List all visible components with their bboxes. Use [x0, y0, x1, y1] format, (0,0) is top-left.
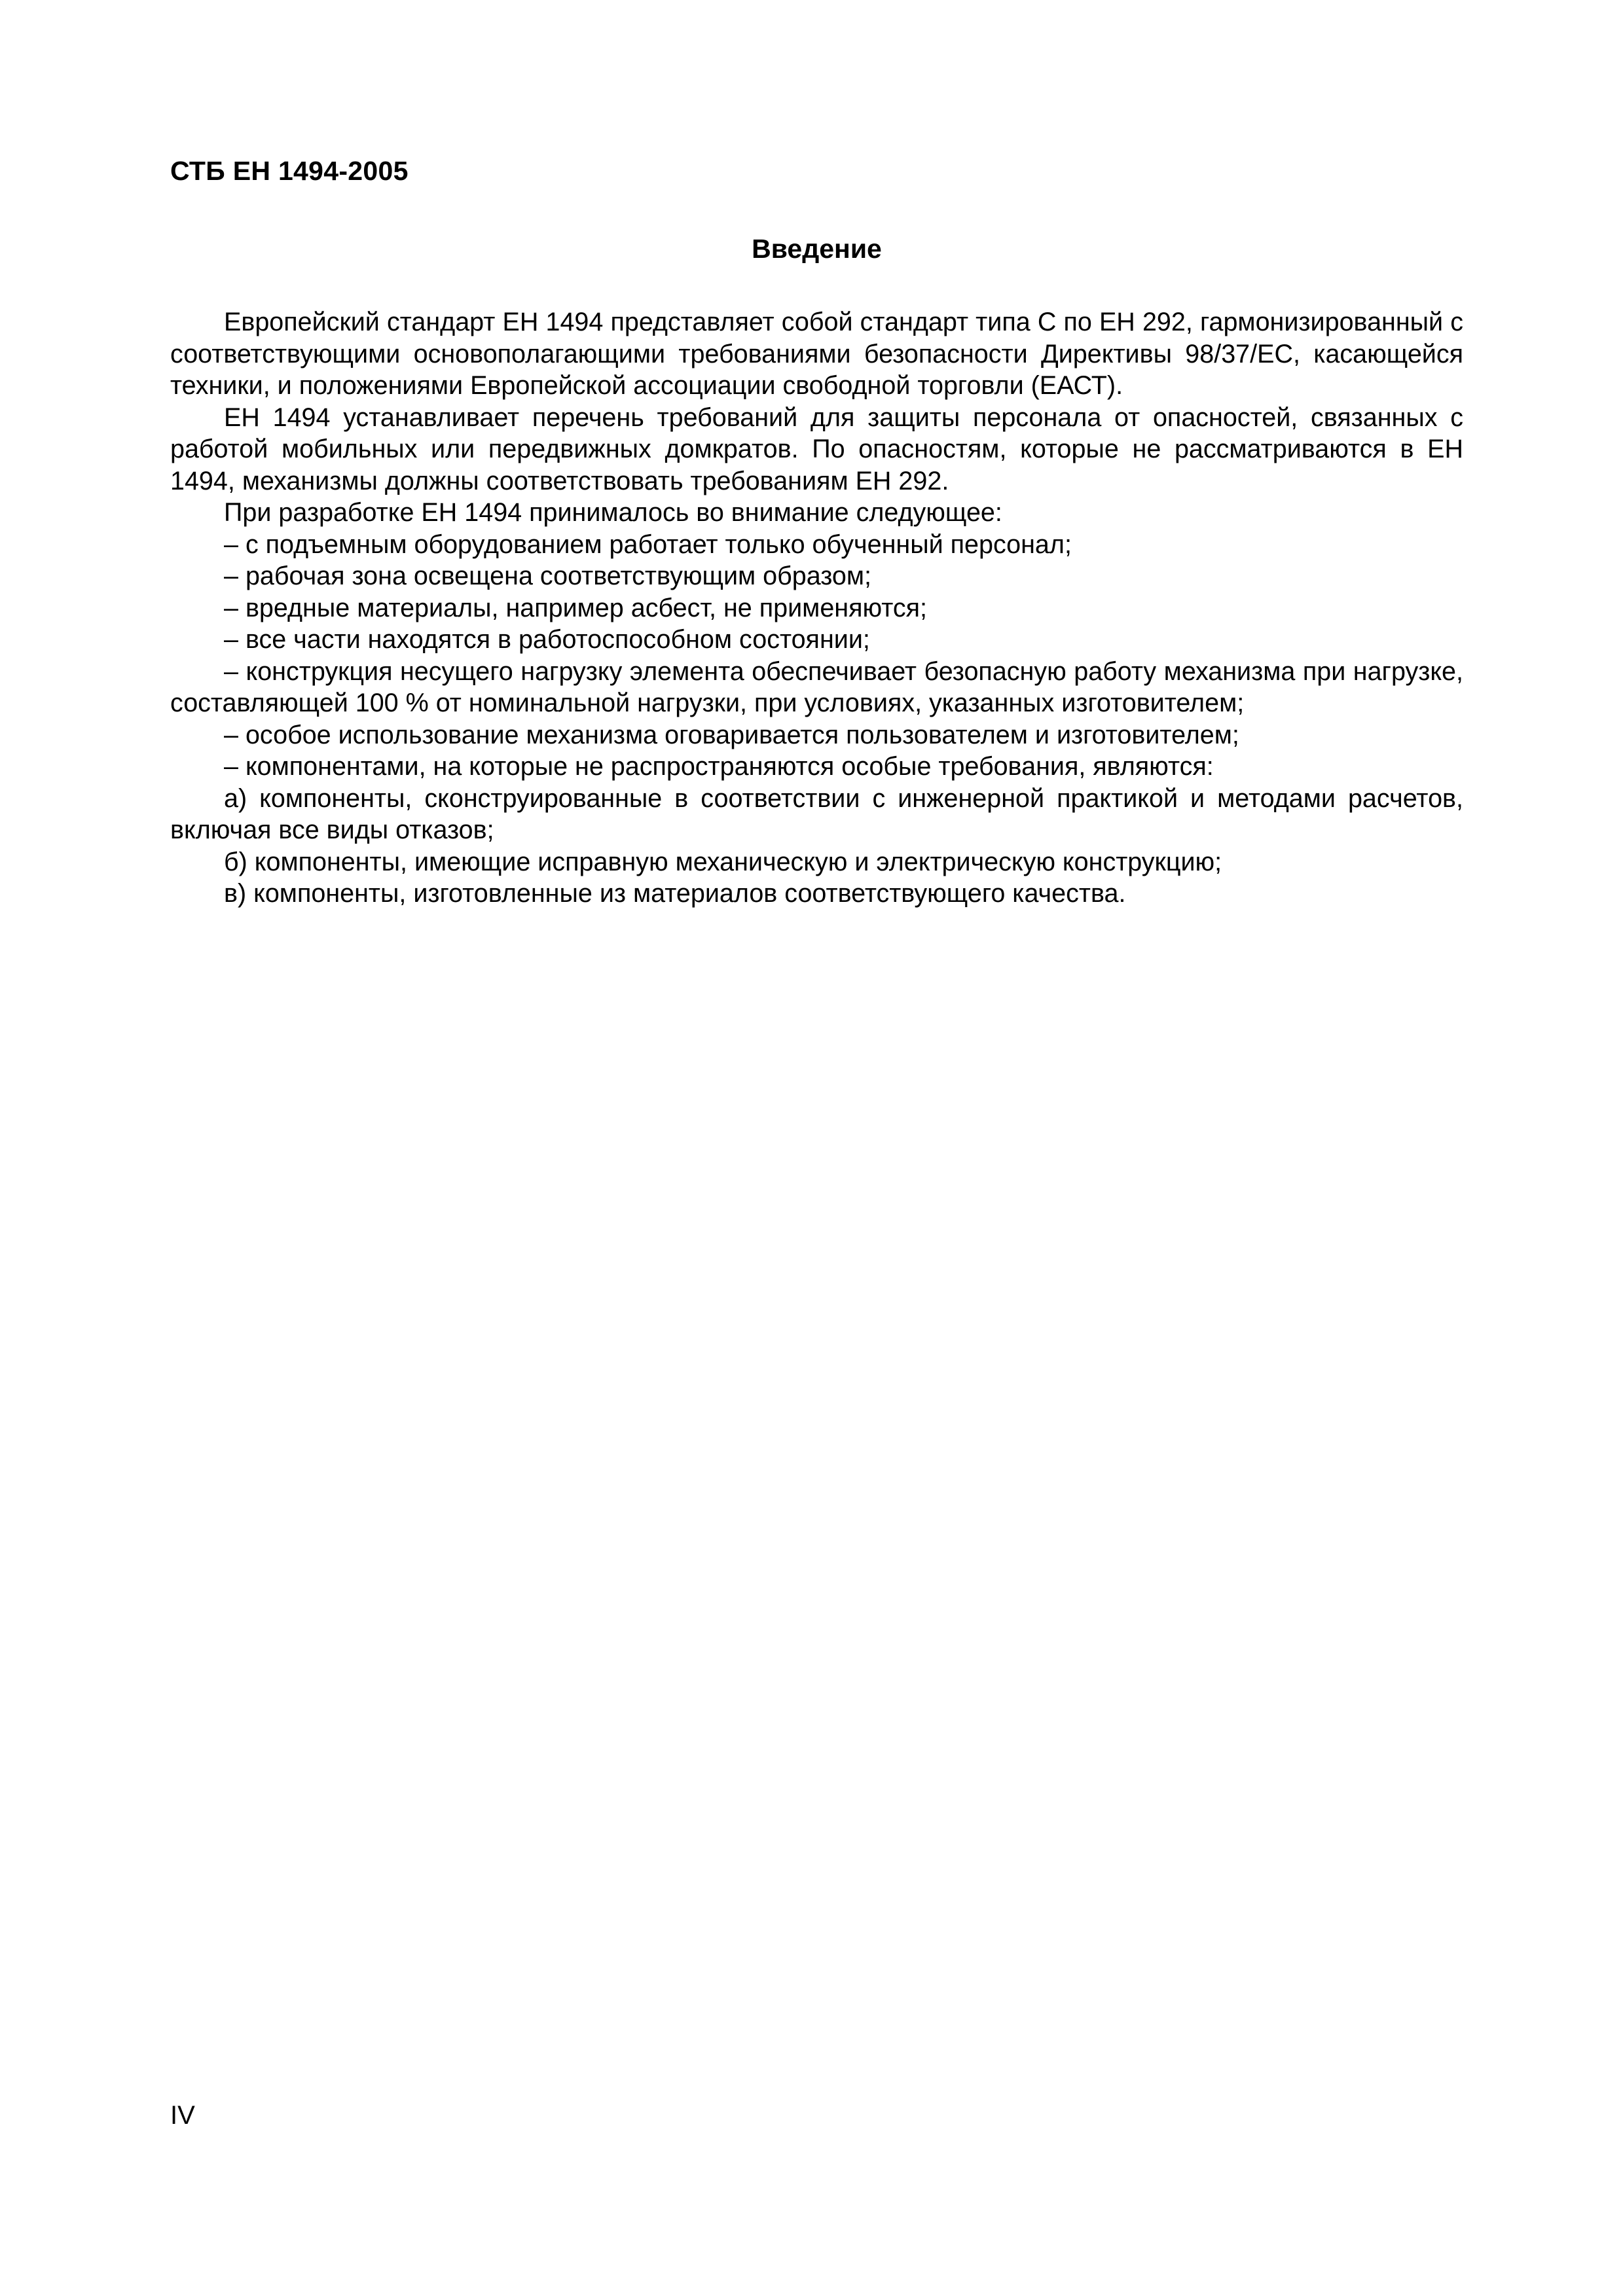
list-item: – особое использование механизма оговаривается пользователем и изготовителем;	[224, 720, 1239, 749]
list-item: – с подъемным оборудованием работает только обученный персонал;	[224, 529, 1072, 559]
document-code: СТБ ЕН 1494-2005	[170, 156, 409, 186]
paragraph-standard-type: Европейский стандарт ЕН 1494 представляет собой стандарт типа С по ЕН 292, гармонизированный с соответствующими основополагающими требованиями безопасности Директивы 98/37/ЕС, касающейся техники, и положениями Европейской ассоциации свободной торговли (ЕАСТ).	[170, 308, 1463, 400]
section-title: Введение	[752, 234, 882, 264]
component-item: б) компоненты, имеющие исправную механическую и электрическую конструкцию;	[224, 847, 1222, 876]
paragraph-requirements-scope: ЕН 1494 устанавливает перечень требований для защиты персонала от опасностей, связанных с работой мобильных или передвижных домкратов. По опасностям, которые не рассматриваются в ЕН 1494, механизмы должны соответствовать требованиям ЕН 292.	[170, 403, 1463, 495]
paragraph-considerations-intro: При разработке ЕН 1494 принималось во внимание следующее:	[224, 498, 1002, 527]
component-item: в) компоненты, изготовленные из материалов соответствующего качества.	[224, 879, 1126, 908]
list-item: – все части находятся в работоспособном состоянии;	[224, 625, 870, 654]
list-item: – конструкция несущего нагрузку элемента обеспечивает безопасную работу механизма при нагрузке, составляющей 100 % от номинальной нагрузки, при условиях, указанных изготовителем;	[170, 656, 1463, 717]
list-item: – рабочая зона освещена соответствующим образом;	[224, 562, 871, 590]
component-item: а) компоненты, сконструированные в соответствии с инженерной практикой и методами расчетов, включая все виды отказов;	[170, 783, 1463, 844]
page-number: IV	[170, 2101, 195, 2130]
introduction-body	[170, 306, 1463, 910]
list-item: – вредные материалы, например асбест, не применяются;	[224, 593, 928, 622]
list-item: – компонентами, на которые не распространяются особые требования, являются:	[224, 752, 1214, 781]
